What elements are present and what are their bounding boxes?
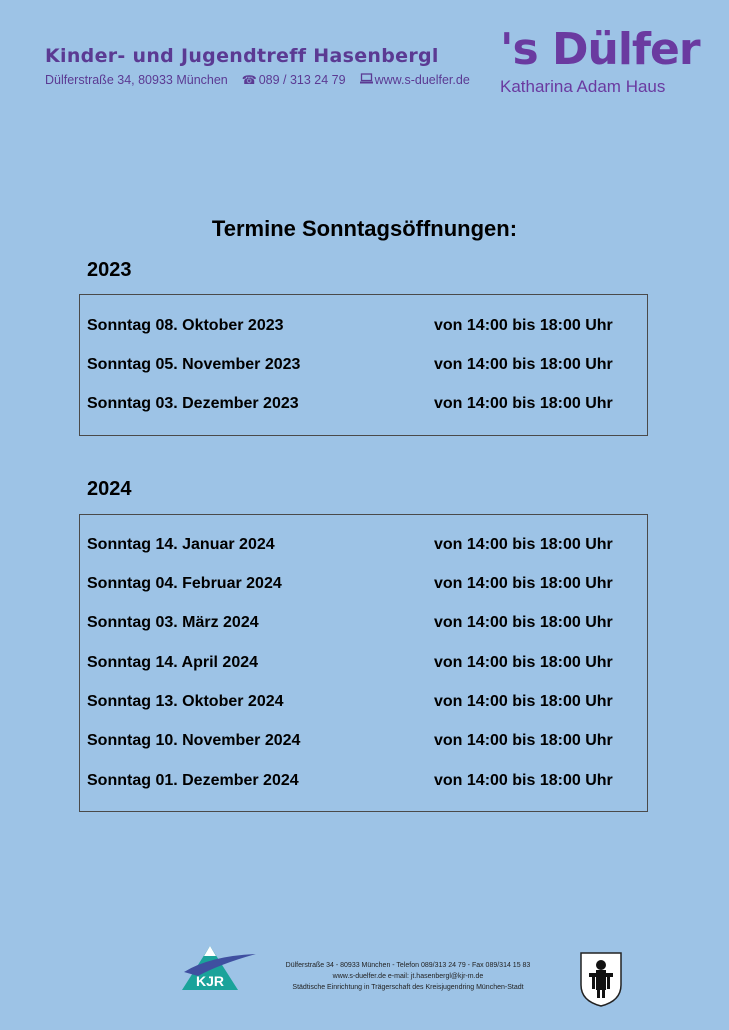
date-text: Sonntag 10. November 2024: [87, 732, 301, 749]
date-text: Sonntag 14. April 2024: [87, 654, 259, 671]
time-text: von 14:00 bis 18:00 Uhr: [434, 536, 613, 553]
footer-text: [272, 960, 544, 993]
phone: 089 / 313 24 79: [258, 73, 346, 87]
footer-line: Städtische Einrichtung in Trägerschaft des Kreisjugendring München-Stadt: [292, 984, 524, 991]
brand-logo: 's Dülfer: [500, 24, 700, 75]
date-text: Sonntag 01. Dezember 2024: [87, 772, 299, 789]
address: Dülferstraße 34, 80933 München: [45, 73, 228, 87]
list-item: [87, 693, 647, 715]
time-text: von 14:00 bis 18:00 Uhr: [434, 693, 613, 710]
computer-icon: [360, 73, 373, 87]
kjr-logo-text: KJR: [195, 973, 225, 989]
header-left: [45, 45, 470, 87]
footer-line: Dülferstraße 34 - 80933 München - Telefon 089/313 24 79 - Fax 089/314 15 83: [285, 962, 531, 969]
time-text: von 14:00 bis 18:00 Uhr: [434, 575, 613, 592]
list-item: [87, 395, 647, 417]
list-item: [87, 732, 647, 754]
website[interactable]: www.s-duelfer.de: [374, 73, 470, 87]
time-text: von 14:00 bis 18:00 Uhr: [434, 317, 613, 334]
list-item: [87, 575, 647, 597]
date-text: Sonntag 05. November 2023: [87, 356, 301, 373]
date-text: Sonntag 08. Oktober 2023: [87, 317, 284, 334]
brand-subtitle: Katharina Adam Haus: [500, 77, 666, 96]
time-text: von 14:00 bis 18:00 Uhr: [434, 395, 613, 412]
list-item: [87, 356, 647, 378]
year-heading: 2024: [87, 478, 132, 500]
list-item: [87, 536, 647, 558]
phone-icon: ☎: [241, 73, 257, 87]
munich-crest: [579, 951, 623, 1007]
year-heading: 2023: [87, 259, 132, 281]
date-text: Sonntag 03. März 2024: [87, 614, 259, 631]
date-text: Sonntag 13. Oktober 2024: [87, 693, 284, 710]
date-text: Sonntag 14. Januar 2024: [87, 536, 275, 553]
time-text: von 14:00 bis 18:00 Uhr: [434, 614, 613, 631]
dates-box-2024: [79, 514, 648, 812]
footer-line: www.s-duelfer.de e-mail: jt.hasenbergl@kjr-m.de: [332, 973, 484, 980]
list-item: [87, 654, 647, 676]
time-text: von 14:00 bis 18:00 Uhr: [434, 732, 613, 749]
list-item: [87, 772, 647, 794]
list-item: [87, 317, 647, 339]
kjr-logo: [180, 942, 260, 1004]
org-info: [45, 73, 470, 87]
org-title: Kinder- und Jugendtreff Hasenbergl: [45, 45, 439, 67]
list-item: [87, 614, 647, 636]
date-text: Sonntag 03. Dezember 2023: [87, 395, 299, 412]
time-text: von 14:00 bis 18:00 Uhr: [434, 356, 613, 373]
time-text: von 14:00 bis 18:00 Uhr: [434, 772, 613, 789]
dates-box-2023: [79, 294, 648, 436]
brand-block: [500, 24, 700, 97]
date-text: Sonntag 04. Februar 2024: [87, 575, 282, 592]
time-text: von 14:00 bis 18:00 Uhr: [434, 654, 613, 671]
page-title: Termine Sonntagsöffnungen:: [211, 216, 518, 241]
kjr-peak: [204, 946, 216, 956]
